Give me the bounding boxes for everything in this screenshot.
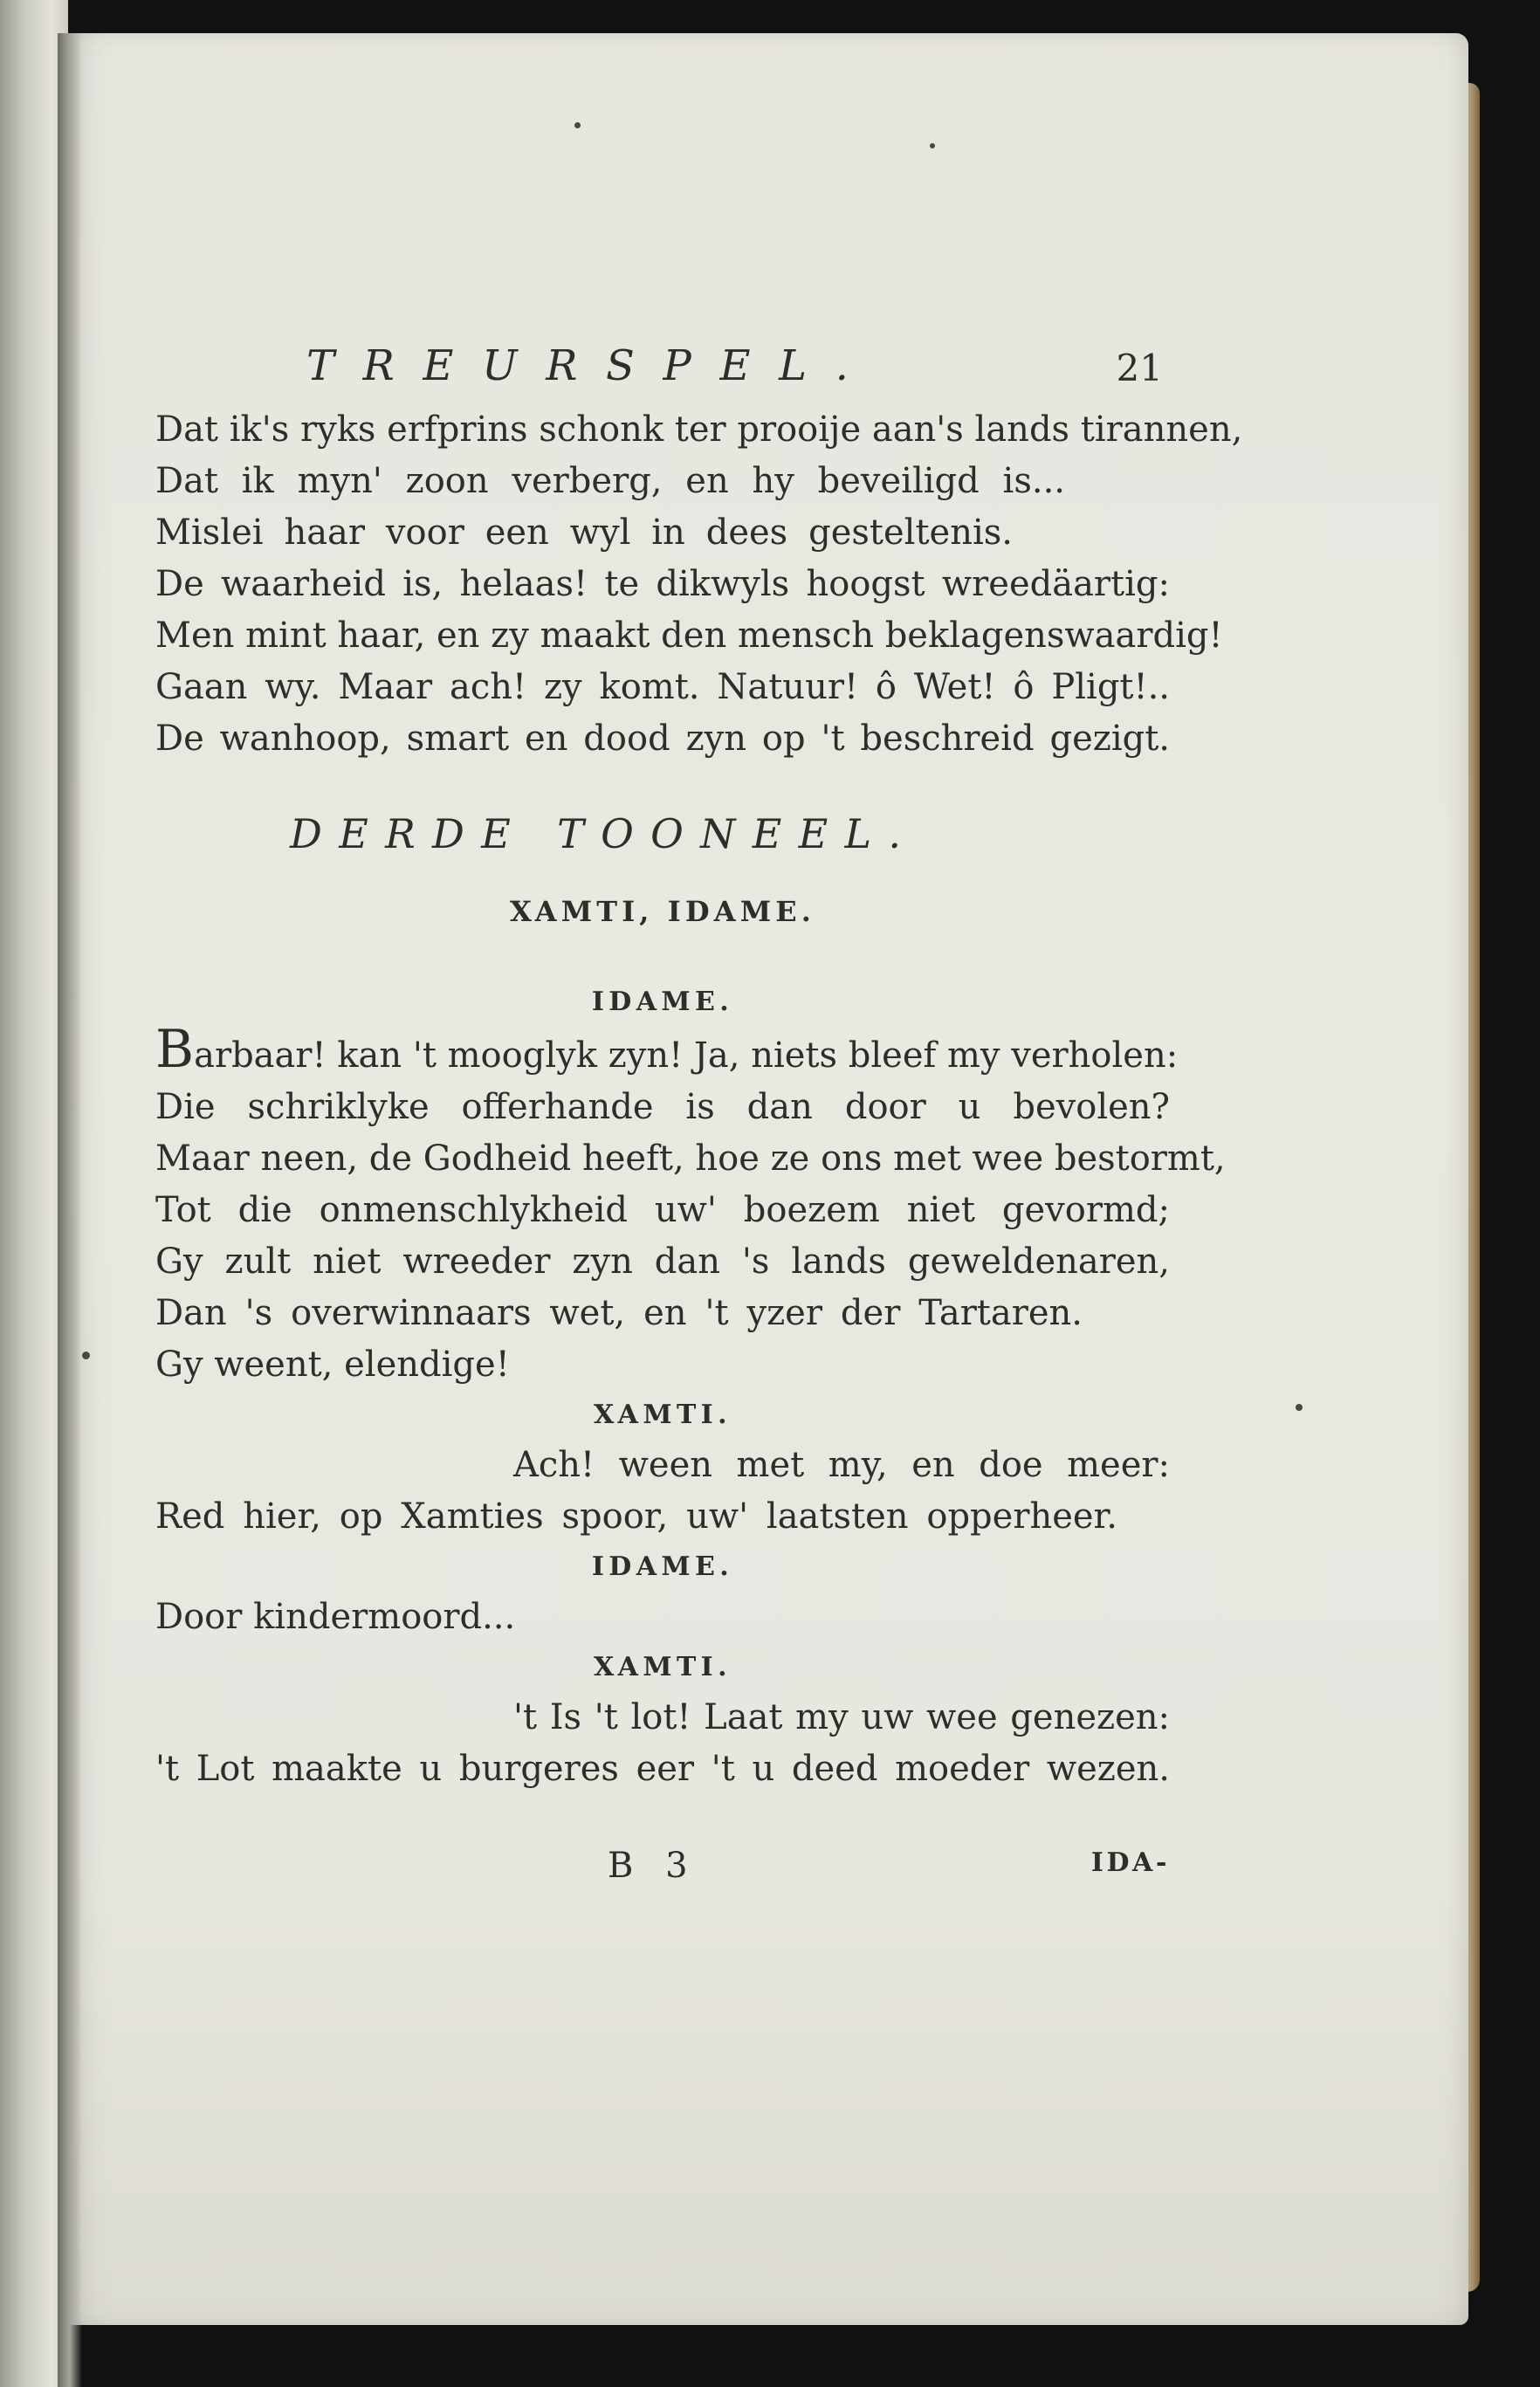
speech-xamti — [155, 1692, 1170, 1795]
verse-line: Men mint haar, en zy maakt den mensch beklagenswaardig! — [155, 616, 1223, 656]
signature-mark: B 3 — [608, 1846, 698, 1886]
paper-speck — [574, 122, 581, 128]
verse-line: Red hier, op Xamties spoor, uw' laatsten opperheer. — [155, 1496, 1117, 1537]
verse-line — [155, 1019, 1179, 1082]
scene-cast: XAMTI, IDAME. — [509, 895, 816, 928]
opening-verse — [155, 404, 1243, 765]
speech-idame — [155, 1019, 1226, 1391]
running-head — [155, 317, 1170, 404]
speaker-name: XAMTI. — [594, 1400, 732, 1430]
verse-line: De waarheid is, helaas! te dikwyls hoogst wreedäartig: — [155, 564, 1170, 604]
verse-line: Die schriklyke offerhande is dan door u bevolen? — [155, 1087, 1170, 1127]
verse-line: Dan 's overwinnaars wet, en 't yzer der Tartaren. — [155, 1293, 1083, 1333]
verse-line: Gy zult niet wreeder zyn dan 's lands geweldenaren, — [155, 1242, 1170, 1282]
speaker-name: XAMTI. — [594, 1652, 732, 1682]
paper-speck — [930, 143, 935, 148]
verse-line: Dat ik's ryks erfprins schonk ter prooije aan's lands tirannen, — [155, 409, 1243, 450]
verse-line: Dat ik myn' zoon verberg, en hy beveiligd is... — [155, 461, 1065, 501]
speech-idame — [155, 1592, 1170, 1643]
verse-line: Tot die onmenschlykheid uw' boezem niet gevormd; — [155, 1190, 1170, 1230]
speaker-name: IDAME. — [591, 1551, 734, 1582]
verse-line: Door kindermoord... — [155, 1597, 516, 1637]
verse-line: De wanhoop, smart en dood zyn op 't beschreid gezigt. — [155, 719, 1170, 759]
verse-line: Maar neen, de Godheid heeft, hoe ze ons met wee bestormt, — [155, 1138, 1226, 1179]
verse-line: Mislei haar voor een wyl in dees gesteltenis. — [155, 512, 1013, 553]
book-page — [63, 33, 1468, 2325]
running-title: TREURSPEL. — [306, 341, 877, 390]
text-block — [155, 317, 1243, 1898]
speaker-name: IDAME. — [591, 987, 734, 1017]
page-footer — [155, 1846, 1170, 1898]
paper-speck — [82, 1352, 90, 1359]
paper-speck — [1296, 1404, 1303, 1411]
page-number: 21 — [1116, 347, 1163, 389]
verse-line: 't Lot maakte u burgeres eer 't u deed moeder wezen. — [155, 1749, 1170, 1789]
verse-line: Gy weent, elendige! — [155, 1345, 510, 1385]
verse-line: Gaan wy. Maar ach! zy komt. Natuur! ô Wet! ô Pligt!.. — [155, 667, 1170, 707]
speech-xamti — [155, 1440, 1170, 1543]
drop-cap: B — [155, 1019, 195, 1080]
verse-line: Ach! ween met my, en doe meer: — [513, 1445, 1170, 1485]
scene-heading: DERDE TOONEEL. — [290, 810, 918, 857]
gutter-shadow — [58, 33, 82, 2387]
catchword: IDA- — [1090, 1847, 1170, 1878]
verse-line: 't Is 't lot! Laat my uw wee genezen: — [513, 1697, 1170, 1737]
verse-line-text: arbaar! kan 't mooglyk zyn! Ja, niets bleef my verholen: — [194, 1035, 1179, 1076]
